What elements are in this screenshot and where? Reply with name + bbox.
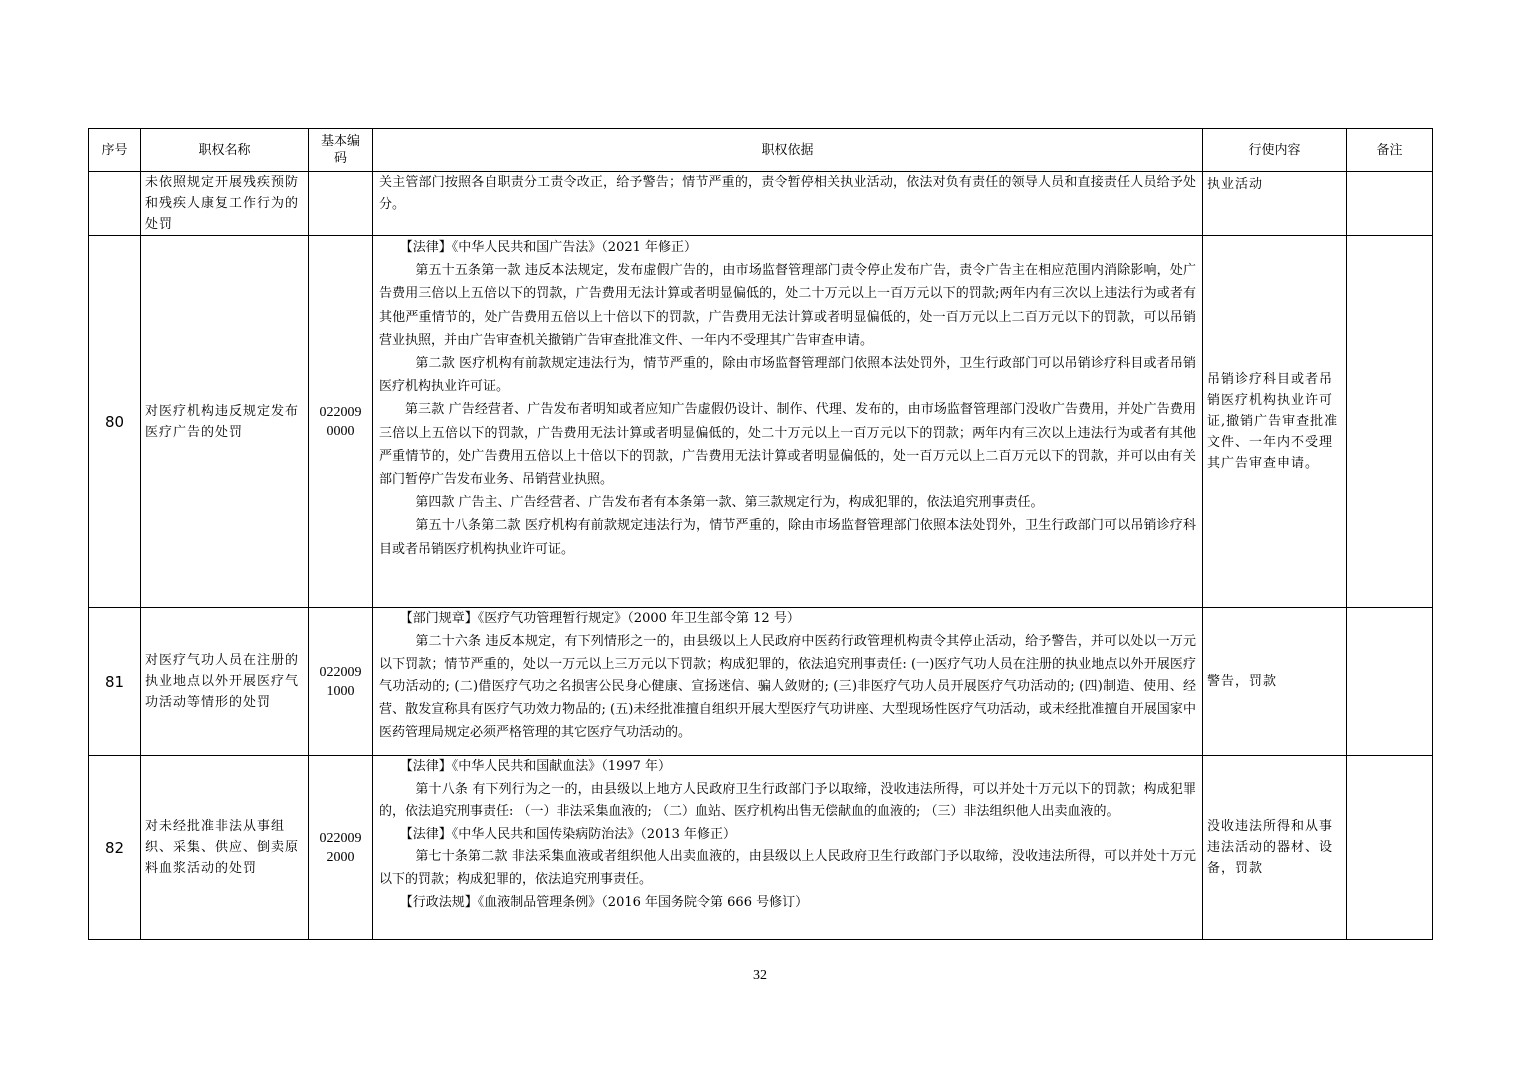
header-code: 基本编码: [309, 129, 373, 172]
row-seq: [89, 172, 141, 236]
row-name: 对未经批准非法从事组织、采集、供应、倒卖原料血浆活动的处罚: [141, 756, 309, 940]
basis-paragraph: 第五十八条第二款 医疗机构有前款规定违法行为，情节严重的，除由市场监督管理部门依照本法处罚外，卫生行政部门可以吊销诊疗科目或者吊销医疗机构执业许可证。: [379, 518, 1196, 557]
row-basis: [373, 236, 1203, 608]
basis-paragraph: 关主管部门按照各自职责分工责令改正，给予警告；情节严重的，责令暂停相关执业活动，依法对负有责任的领导人员和直接责任人员给予处分。: [379, 175, 1196, 212]
row-remarks: [1347, 756, 1433, 940]
row-seq: 81: [89, 608, 141, 756]
table-header-row: [89, 129, 1433, 172]
basis-paragraph: 第七十条第二款 非法采集血液或者组织他人出卖血液的，由县级以上人民政府卫生行政部门予以取缔，没收违法所得，可以并处十万元以下的罚款；构成犯罪的，依法追究刑事责任。: [379, 849, 1196, 887]
row-basis: [373, 756, 1203, 940]
row-remarks: [1347, 608, 1433, 756]
header-exercise: 行使内容: [1203, 129, 1347, 172]
row-exercise: 警告，罚款: [1203, 608, 1347, 756]
powers-table: [88, 128, 1433, 940]
table-row: [89, 608, 1433, 756]
row-seq: 82: [89, 756, 141, 940]
basis-paragraph: 第四款 广告主、广告经营者、广告发布者有本条第一款、第三款规定行为，构成犯罪的，依法追究刑事责任。: [415, 495, 1044, 511]
row-remarks: [1347, 172, 1433, 236]
row-code: [309, 172, 373, 236]
row-code: 0220090000: [309, 236, 373, 608]
row-code: 0220092000: [309, 756, 373, 940]
basis-paragraph: 第二款 医疗机构有前款规定违法行为，情节严重的，除由市场监督管理部门依照本法处罚外，卫生行政部门可以吊销诊疗科目或者吊销医疗机构执业许可证。: [379, 356, 1196, 395]
row-exercise: 没收违法所得和从事违法活动的器材、设备，罚款: [1203, 756, 1347, 940]
row-exercise: 执业活动: [1203, 172, 1347, 236]
basis-paragraph: 第二十六条 违反本规定，有下列情形之一的，由县级以上人民政府中医药行政管理机构责令其停止活动，给予警告，并可以处以一万元以下罚款；情节严重的，处以一万元以上三万元以下罚款；构成犯罪的，依法追究刑事责任: (一)医疗气功人员在注册的执业地点以外开展医疗气功活动的; (二)借医疗气功之名损害公民身心健康、宣扬迷信、骗人敛财的; (三)非医疗气功人员开展医疗气功活动的; (四)制造、使用、经营、散发宣称具有医疗气功效力物品的; (五)未经批准擅自组织开展大型医疗气功讲座、大型现场性医疗气功活动，或未经批准擅自开展国家中医药管理局规定必须严格管理的其它医疗气功活动的。: [379, 633, 1196, 740]
header-name: 职权名称: [141, 129, 309, 172]
basis-heading: 【法律】《中华人民共和国献血法》（1997 年）: [399, 759, 672, 774]
table-row: [89, 756, 1433, 940]
row-remarks: [1347, 236, 1433, 608]
table-row: [89, 172, 1433, 236]
row-code: 0220091000: [309, 608, 373, 756]
row-basis: [373, 172, 1203, 236]
basis-heading: 【法律】《中华人民共和国广告法》（2021 年修正）: [399, 240, 698, 255]
table-row: [89, 236, 1433, 608]
header-basis: 职权依据: [373, 129, 1203, 172]
row-seq: 80: [89, 236, 141, 608]
row-name: 对医疗气功人员在注册的执业地点以外开展医疗气功活动等情形的处罚: [141, 608, 309, 756]
header-remarks: 备注: [1347, 129, 1433, 172]
basis-heading: 【法律】《中华人民共和国传染病防治法》（2013 年修正）: [399, 826, 737, 842]
header-seq: 序号: [89, 129, 141, 172]
row-name: 未依照规定开展残疾预防和残疾人康复工作行为的处罚: [141, 172, 309, 236]
basis-paragraph: 第十八条 有下列行为之一的，由县级以上地方人民政府卫生行政部门予以取缔，没收违法所得，可以并处十万元以下的罚款；构成犯罪的，依法追究刑事责任: （一）非法采集血液的; （二）血站、医疗机构出售无偿献血的血液的; （三）非法组织他人出卖血液的。: [379, 781, 1196, 820]
basis-heading: 【部门规章】《医疗气功管理暂行规定》（2000 年卫生部令第 12 号）: [399, 611, 800, 626]
row-name: 对医疗机构违反规定发布医疗广告的处罚: [141, 236, 309, 608]
basis-paragraph: 第五十五条第一款 违反本法规定，发布虚假广告的，由市场监督管理部门责令停止发布广告，责令广告主在相应范围内消除影响，处广告费用三倍以上五倍以下的罚款，广告费用无法计算或者明显偏低的，处二十万元以上一百万元以下的罚款;两年内有三次以上违法行为或者有其他严重情节的，处广告费用五倍以上十倍以下的罚款，广告费用无法计算或者明显偏低的，处一百万元以上二百万元以下的罚款，可以吊销营业执照，并由广告审查机关撤销广告审查批准文件、一年内不受理其广告审查申请。: [379, 263, 1196, 348]
page-number: 32: [753, 968, 767, 983]
row-exercise: 吊销诊疗科目或者吊销医疗机构执业许可证,撤销广告审查批准文件、一年内不受理其广告审查申请。: [1203, 236, 1347, 608]
basis-paragraph: 第三款 广告经营者、广告发布者明知或者应知广告虚假仍设计、制作、代理、发布的，由市场监督管理部门没收广告费用，并处广告费用三倍以上五倍以下的罚款，广告费用无法计算或者明显偏低的，处二十万元以上一百万元以下的罚款；两年内有三次以上违法行为或者有其他严重情节的，处广告费用五倍以上十倍以下的罚款，广告费用无法计算或者明显偏低的，处一百万元以上二百万元以下的罚款，并可以由有关部门暂停广告发布业务、吊销营业执照。: [379, 402, 1196, 488]
basis-heading: 【行政法规】《血液制品管理条例》（2016 年国务院令第 666 号修订）: [399, 894, 809, 910]
row-basis: [373, 608, 1203, 756]
